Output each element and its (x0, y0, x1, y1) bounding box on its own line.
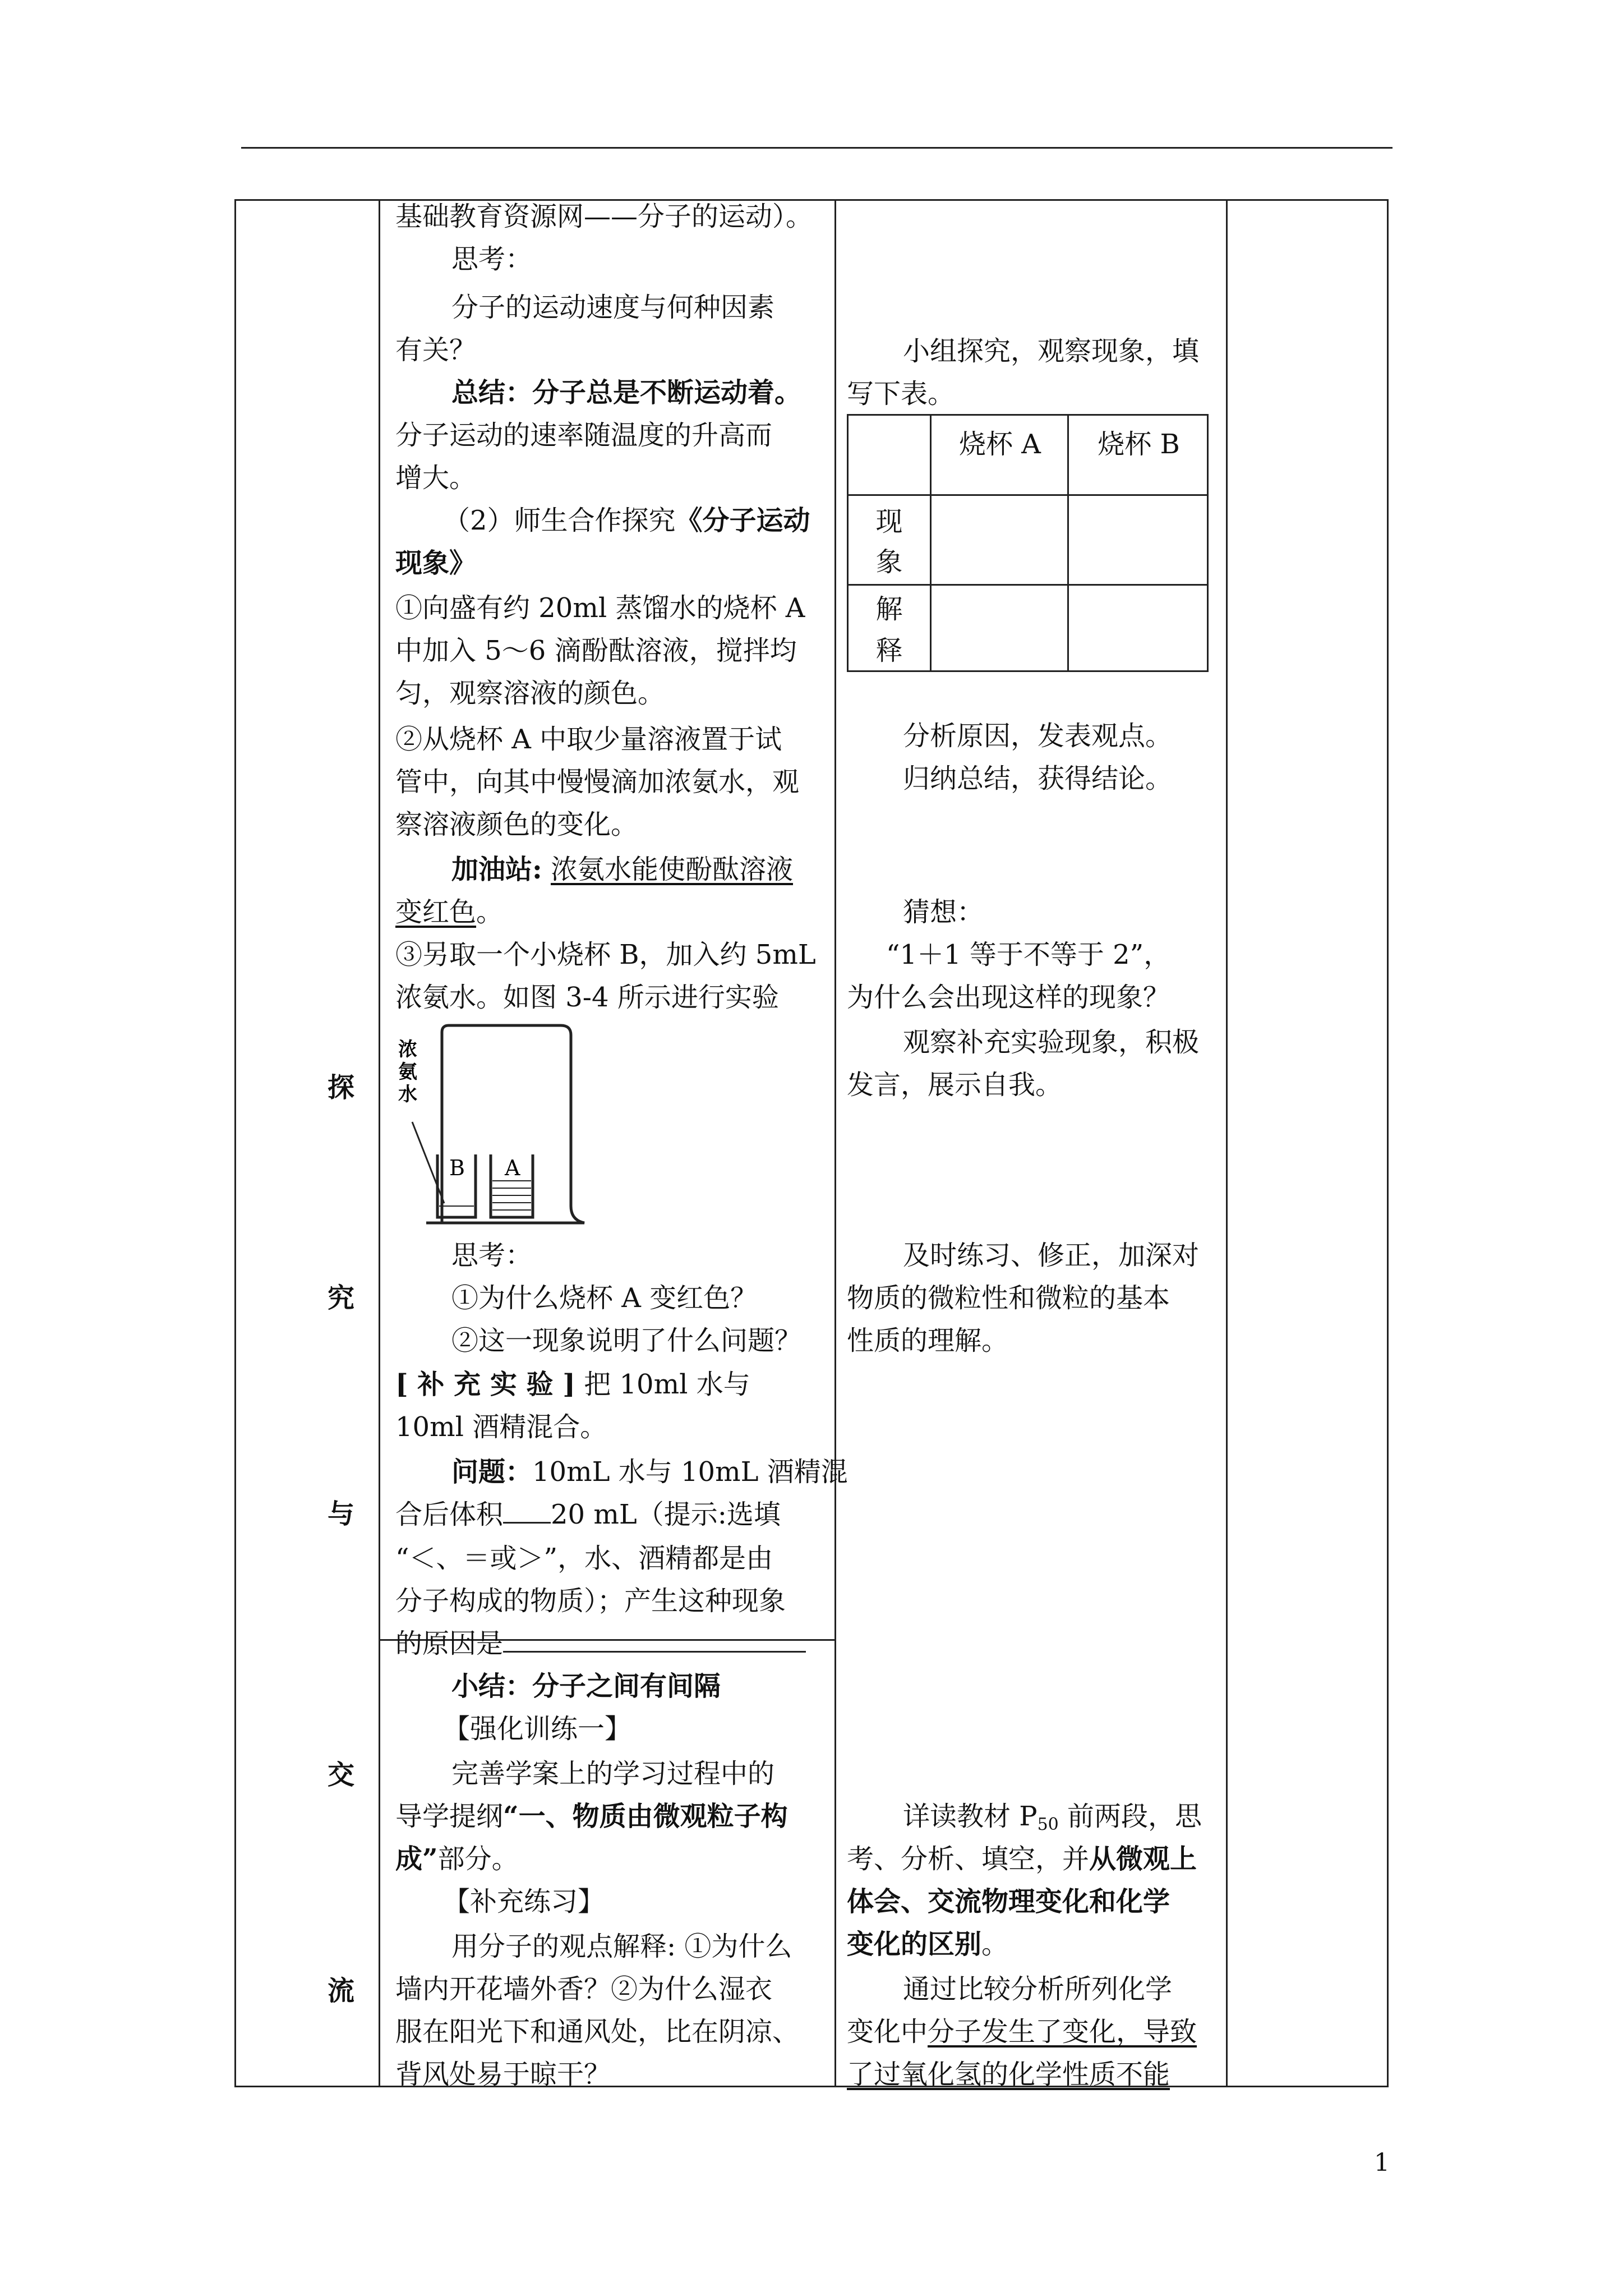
text-line: 物质的微粒性和微粒的基本 (847, 1282, 1170, 1314)
figure-label: 水 (398, 1083, 417, 1106)
text-line: 分子运动的速率随温度的升高而 (395, 420, 773, 451)
side-heading-char: 究 (327, 1282, 354, 1314)
column-divider (1226, 199, 1228, 2087)
text-line: ②从烧杯 A 中取少量溶液置于试 (395, 724, 782, 755)
text-span: （2）师生合作探究 (443, 505, 676, 536)
bold-line: 现象》 (395, 547, 477, 579)
text-line: ①为什么烧杯 A 变红色？ (451, 1282, 758, 1314)
text-line (395, 1363, 750, 1406)
underlined-span: 分子发生了变化，导致 (928, 2016, 1197, 2047)
text-line: 匀，观察溶液的颜色。 (395, 678, 665, 709)
text-line: 增大。 (395, 462, 477, 494)
text-line: 服在阳光下和通风处，比在阴凉、 (395, 2016, 800, 2047)
text-line: 分子的运动速度与何种因素 (451, 292, 775, 323)
text-line (395, 1795, 788, 1838)
text-line: 及时练习、修正，加深对 (903, 1240, 1200, 1271)
column-divider (834, 199, 836, 2087)
text-line: 用分子的观点解释: ①为什么 (451, 1931, 792, 1962)
text-line: ①向盛有约 20ml 蒸馏水的烧杯 A (395, 592, 805, 624)
observation-table (847, 414, 1209, 672)
side-heading-char: 与 (327, 1498, 354, 1530)
text-line: 10ml 酒精混合。 (395, 1411, 607, 1443)
table-header-a: 烧杯 A (959, 429, 1041, 460)
table-divider (849, 494, 1207, 496)
side-heading-char: 交 (327, 1759, 354, 1791)
figure-label-a: A (505, 1156, 520, 1180)
figure-label: 浓 (398, 1038, 417, 1061)
column-divider (379, 199, 380, 2087)
fill-blank (503, 1497, 551, 1524)
text-span: 的原因是 (395, 1628, 504, 1659)
text-line: 思考： (451, 1240, 533, 1271)
text-line: 基础教育资源网——分子的运动）。 (395, 201, 813, 232)
figure-label: 氨 (398, 1061, 417, 1083)
text-line: 小组探究，观察现象，填 (903, 335, 1200, 367)
text-line (395, 1838, 519, 1880)
text-line (847, 1838, 1197, 1880)
side-heading-char: 探 (327, 1072, 354, 1103)
bold-span: 从微观上 (1089, 1843, 1197, 1875)
text-line: “＜、＝或＞”，水、酒精都是由 (395, 1543, 773, 1574)
text-line: 为什么会出现这样的现象？ (847, 982, 1170, 1013)
text-line: 【补充练习】 (443, 1886, 605, 1917)
row-label-char: 释 (875, 635, 903, 666)
text-line: 浓氨水。如图 3-4 所示进行实验 (395, 982, 779, 1013)
bell-jar (426, 1025, 584, 1223)
bold-span: 变化的区别 (847, 1929, 982, 1960)
row-label-char: 解 (875, 593, 903, 625)
text-span: 详读教材 P (903, 1801, 1038, 1832)
text-span: 合后体积 (395, 1499, 504, 1530)
text-line: 性质的理解。 (847, 1325, 1009, 1356)
text-line: 观察补充实验现象，积极 (903, 1027, 1200, 1058)
row-label-char: 现 (875, 506, 903, 537)
text-line: 通过比较分析所列化学 (903, 1973, 1173, 2005)
summary-bold: 总结：分子总是不断运动着。 (451, 377, 802, 408)
text-line: 察溶液颜色的变化。 (395, 809, 638, 840)
side-heading-char: 流 (327, 1975, 354, 2007)
underlined-span: 了过氧化氢的化学性质不能 (847, 2059, 1170, 2090)
text-line: 【强化训练一】 (443, 1713, 632, 1745)
text-line (443, 499, 810, 542)
text-line: 背风处易于晾干？ (395, 2059, 611, 2090)
row-label-char: 象 (875, 546, 903, 578)
text-line: 发言，展示自我。 (847, 1069, 1063, 1101)
fill-blank (503, 1626, 806, 1653)
figure-label-b: B (449, 1156, 465, 1180)
text-line: ②这一现象说明了什么问题？ (451, 1325, 802, 1356)
text-span: 前两段，思 (1058, 1801, 1202, 1832)
text-span: 部分。 (437, 1843, 519, 1875)
text-span: 变化中 (847, 2016, 928, 2047)
summary-bold: 小结：分子之间有间隔 (451, 1671, 721, 1702)
bold-span: 问题： (451, 1456, 533, 1488)
label-pointer (412, 1122, 444, 1203)
text-line: 管中，向其中慢慢滴加浓氨水，观 (395, 766, 800, 798)
text-line: ③另取一个小烧杯 B，加入约 5mL (395, 939, 816, 970)
table-divider (1067, 416, 1069, 670)
table-divider (930, 416, 932, 670)
text-line: 猜想： (903, 896, 984, 928)
text-line: 墙内开花墙外香？②为什么湿衣 (395, 1973, 773, 2005)
table-header-b: 烧杯 B (1098, 429, 1180, 460)
bold-span: 加油站: (451, 854, 542, 885)
text-line (847, 2053, 1170, 2096)
beaker-experiment-figure (393, 1021, 594, 1228)
text-line: “1＋1 等于不等于 2”， (886, 939, 1171, 970)
text-line (451, 1451, 848, 1493)
text-line: 思考： (451, 243, 533, 275)
bold-line: 体会、交流物理变化和化学 (847, 1886, 1170, 1917)
text-line (395, 1493, 781, 1536)
bold-span: “一、物质由微观粒子构 (503, 1801, 788, 1832)
text-span: 。 (476, 896, 504, 928)
text-line: 归纳总结，获得结论。 (903, 763, 1173, 794)
text-span: 导学提纲 (395, 1801, 504, 1832)
text-line: 完善学案上的学习过程中的 (451, 1758, 775, 1789)
text-line (847, 2010, 1197, 2053)
text-span: 考、分析、填空，并 (847, 1843, 1090, 1875)
text-span: 。 (981, 1929, 1009, 1960)
text-line: 分子构成的物质）；产生这种现象 (395, 1585, 786, 1617)
text-line: 有关？ (395, 334, 477, 366)
text-line (451, 848, 793, 891)
underlined-span: 变红色 (395, 896, 477, 928)
text-line: 写下表。 (847, 378, 955, 409)
text-line (395, 891, 503, 933)
text-span: 10mL 水与 10mL 酒精混 (532, 1456, 848, 1488)
text-line (395, 1622, 806, 1665)
bold-span: [ 补 充 实 验 ] (395, 1369, 575, 1400)
underlined-span: 浓氨水能使酚酞溶液 (551, 854, 794, 885)
bold-span: 《分子运动 (675, 505, 810, 536)
text-line (847, 1923, 1008, 1966)
table-divider (849, 584, 1207, 586)
text-line: 中加入 5～6 滴酚酞溶液，搅拌均 (395, 635, 797, 666)
page-number: 1 (1374, 2148, 1390, 2177)
text-span: 把 10ml 水与 (584, 1369, 750, 1400)
bold-span: 成” (395, 1843, 438, 1875)
text-line: 分析原因，发表观点。 (903, 720, 1173, 752)
subscript: 50 (1037, 1815, 1059, 1834)
text-span: 20 mL（提示:选填 (551, 1499, 781, 1530)
header-rule (241, 147, 1393, 149)
